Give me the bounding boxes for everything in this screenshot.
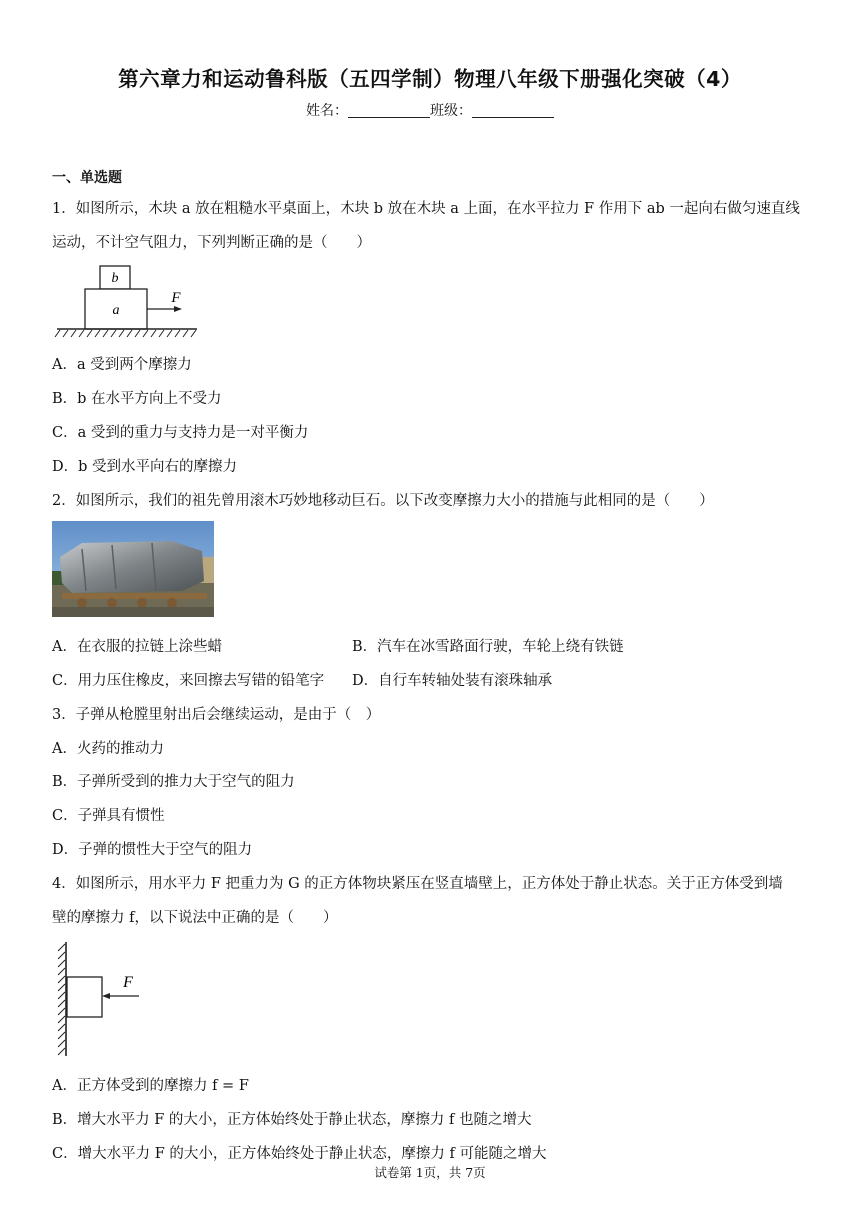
q1-fig-label-b: b bbox=[111, 271, 119, 286]
section-heading: 一、单选题 bbox=[52, 170, 122, 186]
page-footer: 试卷第 1页，共 7页 bbox=[374, 1165, 486, 1180]
q4-fig-label-f: F bbox=[123, 974, 133, 991]
exam-title: 第六章力和运动鲁科版（五四学制）物理八年级下册强化突破（4） bbox=[118, 67, 742, 91]
q4-option-a: A．正方体受到的摩擦力 f = F bbox=[52, 1078, 249, 1094]
q2-option-c: C．用力压住橡皮，来回擦去写错的铅笔字 bbox=[52, 673, 325, 689]
class-blank[interactable] bbox=[472, 103, 554, 118]
q4-option-c: C．增大水平力 F 的大小，正方体始终处于静止状态，摩擦力 f 可能随之增大 bbox=[52, 1146, 547, 1162]
q2-option-b: B．汽车在冰雪路面行驶，车轮上绕有铁链 bbox=[352, 639, 624, 655]
q3-option-b: B．子弹所受到的推力大于空气的阻力 bbox=[52, 774, 295, 790]
q4-figure-wall-block bbox=[52, 938, 152, 1060]
q1-fig-label-f: F bbox=[171, 290, 181, 306]
q1-stem-line-1: 1．如图所示，木块 a 放在粗糙水平桌面上，木块 b 放在木块 a 上面，在水平拉力 F 作用下 ab 一起向右做匀速直线 bbox=[52, 201, 800, 217]
q3-option-d: D．子弹的惯性大于空气的阻力 bbox=[52, 842, 253, 858]
q3-stem-line-1: 3．子弹从枪膛里射出后会继续运动，是由于（ ） bbox=[52, 707, 381, 723]
q2-option-d: D．自行车转轴处装有滚珠轴承 bbox=[352, 673, 553, 689]
q2-option-a: A．在衣服的拉链上涂些蜡 bbox=[52, 639, 222, 655]
q2-rolling-logs-photo bbox=[52, 521, 214, 617]
class-label: 班级： bbox=[430, 103, 472, 119]
q1-option-b: B．b 在水平方向上不受力 bbox=[52, 391, 222, 407]
q4-stem-line-2: 壁的摩擦力 f，以下说法中正确的是（ ） bbox=[52, 910, 338, 926]
q2-stem-line-1: 2．如图所示，我们的祖先曾用滚木巧妙地移动巨石。以下改变摩擦力大小的措施与此相同的是（ ） bbox=[52, 493, 714, 509]
name-label: 姓名： bbox=[306, 103, 348, 119]
q3-option-c: C．子弹具有惯性 bbox=[52, 808, 165, 824]
q1-option-c: C．a 受到的重力与支持力是一对平衡力 bbox=[52, 425, 309, 441]
q4-stem-line-1: 4．如图所示，用水平力 F 把重力为 G 的正方体物块紧压在竖直墙壁上，正方体处于静止状态。关于正方体受到墙 bbox=[52, 876, 783, 892]
name-blank[interactable] bbox=[348, 103, 430, 118]
q1-option-d: D．b 受到水平向右的摩擦力 bbox=[52, 459, 238, 475]
q1-stem-line-2: 运动，不计空气阻力，下列判断正确的是（ ） bbox=[52, 235, 371, 251]
q1-figure-blocks bbox=[52, 262, 202, 342]
q3-option-a: A．火药的推动力 bbox=[52, 741, 164, 757]
student-info-line bbox=[0, 100, 860, 120]
q1-option-a: A．a 受到两个摩擦力 bbox=[52, 357, 192, 373]
q1-fig-label-a: a bbox=[112, 303, 120, 318]
q4-option-b: B．增大水平力 F 的大小，正方体始终处于静止状态，摩擦力 f 也随之增大 bbox=[52, 1112, 532, 1128]
